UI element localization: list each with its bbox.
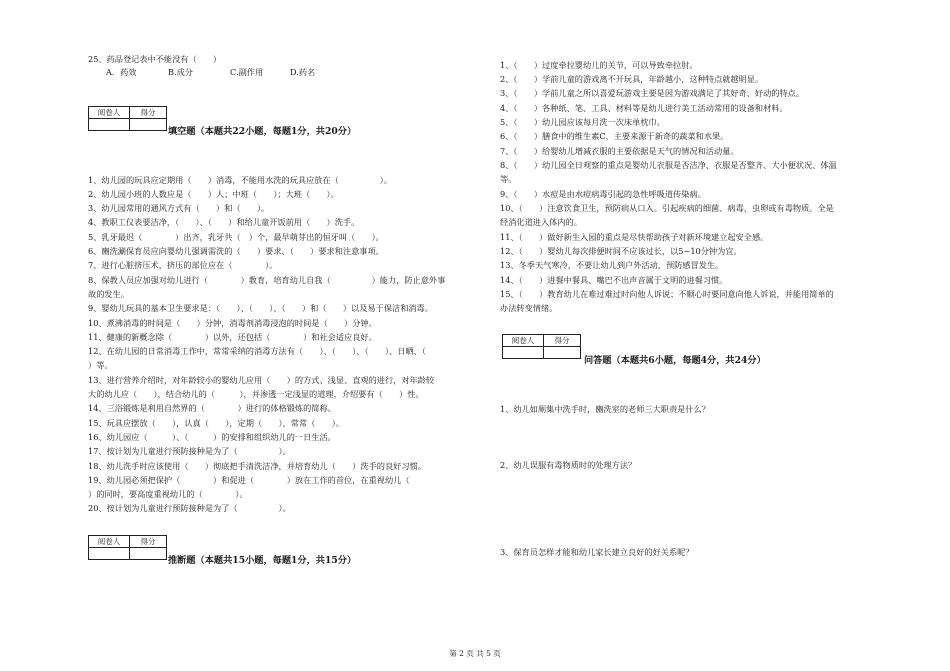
list-item: 故的发生。 — [88, 289, 129, 299]
option-d: D.药名 — [290, 67, 316, 77]
list-item: 大的幼儿应（ ），结合幼儿的（ ），并渗透一定浅显的道理，介绍要有（ ）性。 — [88, 389, 424, 399]
page-footer: 第 2 页 共 5 页 — [449, 649, 501, 658]
list-item: 19、幼儿园必须把保护（ ）和促进（ ）放在工作的首位，在重视幼儿（ — [88, 475, 410, 485]
list-item: 10、（ ）注意饮食卫生，预防病从口入。引起疾病的细菌、病毒、虫卵或有毒物质。全是 — [500, 203, 834, 213]
question-25-options — [106, 67, 315, 78]
reviewer-label: 阅卷人 — [503, 335, 544, 347]
question-25: 25、药品登记表中不能没有（ ） — [88, 54, 222, 64]
fill-section-title: 填空题（本题共22小题，每题1分，共20分） — [168, 126, 357, 137]
list-item: 10、煮沸消毒的时间是（ ）分钟，消毒剂消毒浸泡的时间是（ ）分钟。 — [88, 318, 377, 328]
qa-question-2: 2、幼儿误服有毒物质时的处理方法？ — [500, 460, 637, 470]
score-box-qa — [502, 334, 581, 359]
score-label: 得分 — [130, 536, 167, 548]
list-item: 5、乳牙最迟（ ）出齐，乳牙共（ ）个，最早萌芽出的恒牙叫（ ）。 — [88, 232, 384, 242]
score-box-fill — [88, 106, 167, 131]
qa-section-title: 问答题（本题共6小题，每题4分，共24分） — [584, 355, 766, 366]
list-item: 18、幼儿洗手时应该使用（ ）彻底把手清洗洁净，并培育幼儿（ ）洗手的良好习惯。 — [88, 461, 426, 471]
list-item: ）的同时，要高度重视幼儿的（ ）。 — [88, 489, 248, 499]
list-item: 4、（ ）各种纸、笔、工具、材料等是幼儿进行美工活动常用的设备和材料。 — [500, 103, 788, 113]
list-item: 3、（ ）学前儿童之所以喜爱玩游戏主要是因为游戏满足了其好奇、好动的特点。 — [500, 88, 805, 98]
list-item: 3、幼儿园常用的通风方式有（ ）和（ ）。 — [88, 203, 270, 213]
qa-question-3: 3、保育员怎样才能和幼儿家长建立良好的好关系呢？ — [500, 547, 694, 557]
qa-question-1: 1、幼儿如厕集中洗手时，豳洗室的老师三大职责是什么？ — [500, 404, 710, 414]
list-item: 11、（ ）做好新生入园的重点是尽快帮助孩子对新环境建立起安全感。 — [500, 232, 769, 242]
option-b: B.成分 — [168, 67, 193, 77]
list-item: 6、豳洗涮保育员应向婴幼儿强调需洗的（ ）要求、（ ）要求和注意事项。 — [88, 246, 384, 256]
list-item: 16、幼儿园应（ ）、（ ）的安排和组织幼儿的一日生活。 — [88, 432, 336, 442]
list-item: 14、（ ）进餐中餐具、嘴巴不出声音属于文明的进餐习惯。 — [500, 275, 728, 285]
option-a: A．药效 — [106, 67, 137, 77]
reviewer-label: 阅卷人 — [89, 107, 130, 119]
list-item: 20、按计划为儿童进行预防接种是为了（ ）。 — [88, 503, 291, 513]
list-item: 2、（ ）学前儿童的游戏离不开玩具，年龄越小，这种特点就越明显。 — [500, 74, 764, 84]
list-item: 经消化道进入体内的。 — [500, 217, 582, 227]
list-item: 12、在幼儿园的日常消毒工作中，常常采纳的消毒方法有（ ）、（ ）、（ ）、日晒、（ — [88, 346, 443, 356]
list-item: 1、幼儿园的玩具应定期用（ ）消毒，不能用水洗的玩具应放在（ ）。 — [88, 175, 393, 185]
list-item: 9、婴幼儿玩具的基本卫生要求是：（ ）、（ ）、（ ）和（ ）以及易于保洁和消毒。 — [88, 303, 433, 313]
list-item: 1、（ ）过度牵拉婴幼儿的关节，可以导致牵拉肘。 — [500, 60, 698, 70]
list-item: ）等。 — [88, 360, 113, 370]
score-label: 得分 — [544, 335, 581, 347]
list-item: 13、进行营养介绍时，对年龄较小的婴幼儿应用（ ）的方式、浅显、直观的进行，对年龄较 — [88, 375, 435, 385]
list-item: 5、（ ）幼儿园应该每月洗一次床单枕巾。 — [500, 117, 665, 127]
list-item: 8、保教人员应加强对幼儿进行（ ）教育，培育幼儿自我（ ）能力，防止意外事 — [88, 275, 446, 285]
list-item: 6、（ ）膳食中的维生素C，主要来源于新奇的蔬菜和水果。 — [500, 131, 729, 141]
list-item: 17、按计划为儿童进行预防接种是为了（ ）。 — [88, 446, 291, 456]
list-item: 等。 — [500, 174, 517, 184]
score-box-judge — [88, 535, 167, 560]
list-item: 15、（ ）教育幼儿在难过难过时向他人诉说；不顺心时要同意向他人诉说，并能用简单的 — [500, 289, 834, 299]
list-item: 13、冬季天气寒冷，不要让幼儿到户外活动，预防感冒发生。 — [500, 260, 724, 270]
list-item: 7、（ ）给婴幼儿增减衣服的主要依据是天气的情况和活动量。 — [500, 146, 739, 156]
list-item: 4、教职工仪表要洁净，（ ）、（ ）和给儿童开饭前用（ ）洗手。 — [88, 217, 360, 227]
option-c: C.副作用 — [230, 67, 264, 77]
list-item: 9、（ ）水痘是由水痘病毒引起的急性呼吸道传染病。 — [500, 189, 706, 199]
list-item: 14、三浴锻炼是利用自然界的（ ）进行的体格锻炼的简称。 — [88, 403, 336, 413]
score-label: 得分 — [130, 107, 167, 119]
list-item: 办法转变情绪。 — [500, 303, 558, 313]
list-item: 7、进行心脏挤压术，挤压的部位应在（ ）。 — [88, 260, 278, 270]
list-item: 8、（ ）幼儿园全日观察的重点是婴幼儿衣服是否洁净、衣服是否整齐、大小便状况、体温 — [500, 160, 837, 170]
list-item: 15、玩具应摆放（ ），认真（ ），定期（ ），常常（ ）。 — [88, 418, 345, 428]
list-item: 2、幼儿园小班的人数应是（ ）人；中班（ ）；大班（ ）。 — [88, 189, 339, 199]
list-item: 11、健康的新概念除（ ）以外，还包括（ ）和社会适应良好。 — [88, 332, 377, 342]
judge-section-title: 推断题（本题共15小题，每题1分，共15分） — [168, 555, 357, 566]
reviewer-label: 阅卷人 — [89, 536, 130, 548]
list-item: 12、（ ）婴幼儿每次排便时间不应该过长，以5~10分钟为宜。 — [500, 246, 742, 256]
